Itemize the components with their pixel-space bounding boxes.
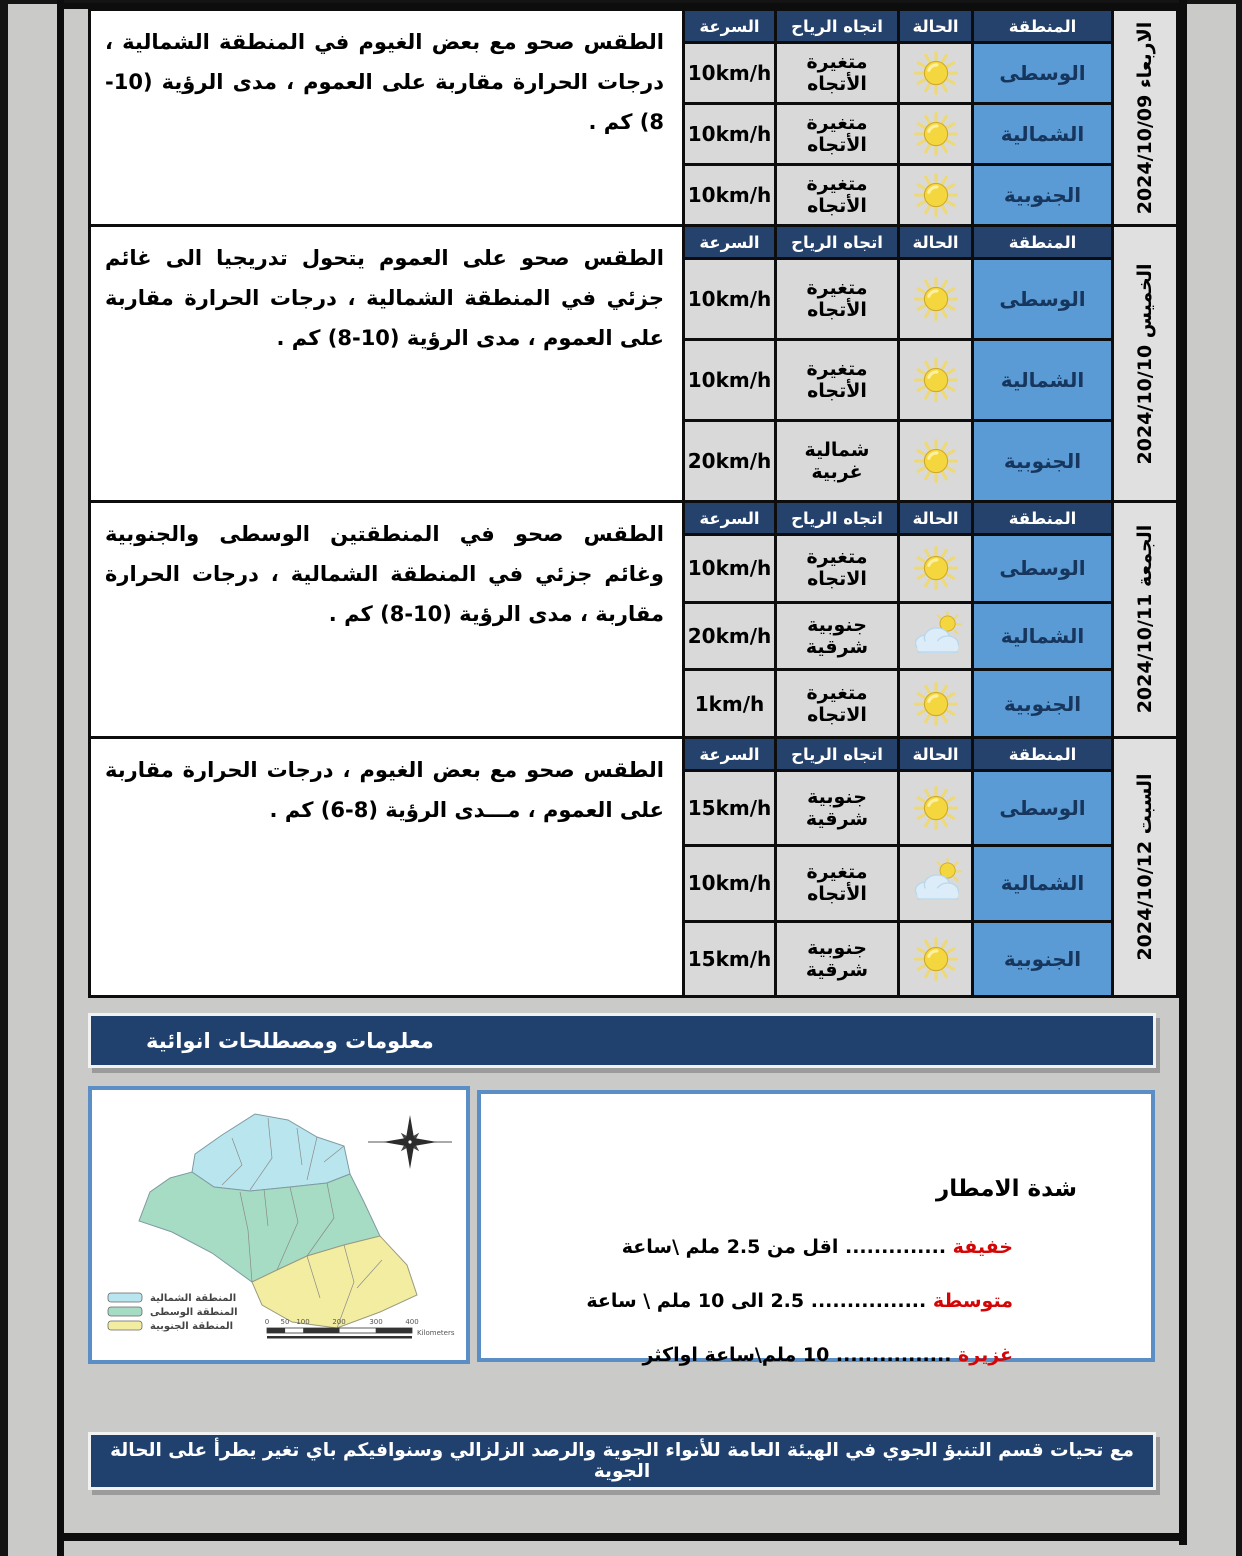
day-date-label: الاربعاء 2024/10/09 xyxy=(1134,21,1156,214)
wind-speed-cell: 15km/h xyxy=(685,772,774,844)
sun-icon xyxy=(907,170,965,220)
region-cell: الوسطى xyxy=(974,536,1111,601)
rain-level-name: خفيفة xyxy=(952,1236,1013,1258)
frame-rule-bottom xyxy=(57,1533,1187,1541)
col-header-wind: اتجاه الرياح xyxy=(777,11,897,41)
day-date-label: الخميس 2024/10/10 xyxy=(1134,263,1156,464)
wind-direction-cell: جنوبية شرقية xyxy=(777,604,897,669)
sun-icon xyxy=(907,355,965,405)
condition-cell xyxy=(900,671,971,736)
day-date-label: الجمعة 2024/10/11 xyxy=(1134,525,1156,714)
wind-direction-cell: متغيرة الأتجاه xyxy=(777,260,897,338)
region-cell: الجنوبية xyxy=(974,166,1111,224)
rain-level-value: ................ 2.5 الى 10 ملم \ ساعة xyxy=(586,1290,933,1312)
scale-tick: 200 xyxy=(332,1318,346,1326)
wind-direction-cell: متغيرة الأتجاه xyxy=(777,166,897,224)
rain-level-heavy xyxy=(586,1344,1013,1398)
wind-direction-cell: متغيرة الأتجاه xyxy=(777,44,897,102)
col-header-wind: اتجاه الرياح xyxy=(777,503,897,533)
rain-level-name: غزيرة xyxy=(958,1344,1013,1366)
iraq-map xyxy=(92,1090,466,1360)
condition-cell xyxy=(900,923,971,995)
day-date-label: السبت 2024/10/12 xyxy=(1134,773,1156,961)
wind-speed-cell: 15km/h xyxy=(685,923,774,995)
region-cell: الشمالية xyxy=(974,341,1111,419)
sun-icon xyxy=(907,48,965,98)
condition-cell xyxy=(900,772,971,844)
map-legend xyxy=(108,1293,238,1332)
frame-rule-left xyxy=(57,0,64,1556)
region-cell: الجنوبية xyxy=(974,923,1111,995)
region-cell: الجنوبية xyxy=(974,422,1111,500)
scale-tick: 100 xyxy=(296,1318,310,1326)
condition-cell xyxy=(900,260,971,338)
forecast-day-block-saturday xyxy=(88,736,1179,998)
legend-label-central: المنطقة الوسطى xyxy=(150,1307,238,1318)
weather-description: الطقس صحو على العموم يتحول تدريجيا الى غائم جزئي في المنطقة الشمالية ، درجات الحرارة مقاربة على العموم ، مدى الرؤية (10-8) كم . xyxy=(91,227,682,500)
col-header-wind: اتجاه الرياح xyxy=(777,227,897,257)
forecast-day-block-thursday xyxy=(88,224,1179,503)
col-header-region: المنطقة xyxy=(974,739,1111,769)
footer-label: مع تحيات قسم التنبؤ الجوي في الهيئة العامة للأنواء الجوية والرصد الزلزالي وسنوافيكم باي تغير يطرأ على الحالة الجوية xyxy=(110,1440,1134,1482)
scale-tick: 400 xyxy=(405,1318,419,1326)
legend-label-south: المنطقة الجنوبية xyxy=(150,1321,234,1332)
scale-tick: 50 xyxy=(280,1318,290,1326)
sun-icon xyxy=(907,934,965,984)
day-date-cell xyxy=(1114,227,1176,500)
wind-direction-cell: متغيرة الاتجاه xyxy=(777,671,897,736)
condition-cell xyxy=(900,422,971,500)
wind-direction-cell: جنوبية شرقية xyxy=(777,772,897,844)
sun-icon xyxy=(907,679,965,729)
region-cell: الشمالية xyxy=(974,847,1111,919)
sun-icon xyxy=(907,783,965,833)
weather-description: الطقس صحو في المنطقتين الوسطى والجنوبية وغائم جزئي في المنطقة الشمالية ، درجات الحرارة مقاربة ، مدى الرؤية (10-8) كم . xyxy=(91,503,682,736)
rain-level-value: .............. اقل من 2.5 ملم \ساعة xyxy=(621,1236,953,1258)
info-banner xyxy=(88,1013,1156,1068)
rain-level-medium xyxy=(586,1290,1013,1344)
info-banner-label: معلومات ومصطلحات انوائية xyxy=(146,1028,434,1053)
page-edge-right xyxy=(1236,0,1242,1556)
legend-swatch-north xyxy=(108,1293,142,1302)
col-header-condition: الحالة xyxy=(900,227,971,257)
region-cell: الوسطى xyxy=(974,260,1111,338)
sun-icon xyxy=(907,436,965,486)
col-header-speed: السرعة xyxy=(685,227,774,257)
day-date-cell xyxy=(1114,739,1176,995)
col-header-speed: السرعة xyxy=(685,11,774,41)
wind-direction-cell: متغيرة الأتجاه xyxy=(777,847,897,919)
wind-speed-cell: 10km/h xyxy=(685,847,774,919)
condition-cell xyxy=(900,105,971,163)
wind-direction-cell: شمالية غربية xyxy=(777,422,897,500)
wind-speed-cell: 10km/h xyxy=(685,166,774,224)
scale-tick: 0 xyxy=(264,1318,270,1326)
legend-swatch-central xyxy=(108,1307,142,1316)
rain-levels-list xyxy=(586,1236,1013,1398)
legend-swatch-south xyxy=(108,1321,142,1330)
wind-speed-cell: 10km/h xyxy=(685,44,774,102)
col-header-condition: الحالة xyxy=(900,739,971,769)
wind-speed-cell: 10km/h xyxy=(685,341,774,419)
scale-tick: 300 xyxy=(369,1318,383,1326)
partly-cloudy-icon xyxy=(907,858,965,908)
rain-level-light xyxy=(586,1236,1013,1290)
footer-banner xyxy=(88,1432,1156,1490)
forecast-day-block-wednesday xyxy=(88,8,1179,227)
weather-description: الطقس صحو مع بعض الغيوم ، درجات الحرارة مقاربة على العموم ، مـــدى الرؤية (8-6) كم . xyxy=(91,739,682,995)
wind-speed-cell: 10km/h xyxy=(685,260,774,338)
wind-speed-cell: 20km/h xyxy=(685,604,774,669)
region-cell: الوسطى xyxy=(974,44,1111,102)
sun-icon xyxy=(907,543,965,593)
partly-cloudy-icon xyxy=(907,611,965,661)
col-header-region: المنطقة xyxy=(974,503,1111,533)
col-header-condition: الحالة xyxy=(900,503,971,533)
condition-cell xyxy=(900,166,971,224)
col-header-wind: اتجاه الرياح xyxy=(777,739,897,769)
rain-intensity-panel xyxy=(477,1090,1155,1366)
condition-cell xyxy=(900,44,971,102)
forecast-day-block-friday xyxy=(88,500,1179,739)
col-header-speed: السرعة xyxy=(685,739,774,769)
condition-cell xyxy=(900,604,971,669)
wind-speed-cell: 10km/h xyxy=(685,536,774,601)
iraq-regions-map-panel xyxy=(88,1086,470,1364)
legend-label-north: المنطقة الشمالية xyxy=(150,1293,237,1304)
day-date-cell xyxy=(1114,11,1176,224)
wind-direction-cell: متغيرة الأتجاه xyxy=(777,105,897,163)
day-date-cell xyxy=(1114,503,1176,736)
wind-direction-cell: متغيرة الاتجاه xyxy=(777,536,897,601)
region-cell: الشمالية xyxy=(974,105,1111,163)
wind-direction-cell: متغيرة الأتجاه xyxy=(777,341,897,419)
condition-cell xyxy=(900,536,971,601)
map-zone-north xyxy=(192,1114,350,1191)
sun-icon xyxy=(907,274,965,324)
wind-speed-cell: 20km/h xyxy=(685,422,774,500)
col-header-condition: الحالة xyxy=(900,11,971,41)
rain-intensity-title: شدة الامطار xyxy=(935,1176,1077,1202)
region-cell: الجنوبية xyxy=(974,671,1111,736)
condition-cell xyxy=(900,847,971,919)
region-cell: الشمالية xyxy=(974,604,1111,669)
col-header-region: المنطقة xyxy=(974,227,1111,257)
col-header-speed: السرعة xyxy=(685,503,774,533)
compass-rose-icon xyxy=(368,1115,452,1169)
rain-level-value: ................ 10 ملم\ساعة اواكثر xyxy=(642,1344,959,1366)
condition-cell xyxy=(900,341,971,419)
rain-level-name: متوسطة xyxy=(932,1290,1013,1312)
frame-rule-right xyxy=(1179,0,1187,1545)
col-header-region: المنطقة xyxy=(974,11,1111,41)
scale-unit-label: Kilometers xyxy=(417,1329,455,1337)
page-edge-left xyxy=(0,0,8,1556)
wind-speed-cell: 1km/h xyxy=(685,671,774,736)
wind-speed-cell: 10km/h xyxy=(685,105,774,163)
sun-icon xyxy=(907,109,965,159)
region-cell: الوسطى xyxy=(974,772,1111,844)
weather-description: الطقس صحو مع بعض الغيوم في المنطقة الشمالية ، درجات الحرارة مقاربة على العموم ، مدى الرؤية (10-8) كم . xyxy=(91,11,682,224)
wind-direction-cell: جنوبية شرقية xyxy=(777,923,897,995)
forecast-tables xyxy=(88,8,1179,998)
